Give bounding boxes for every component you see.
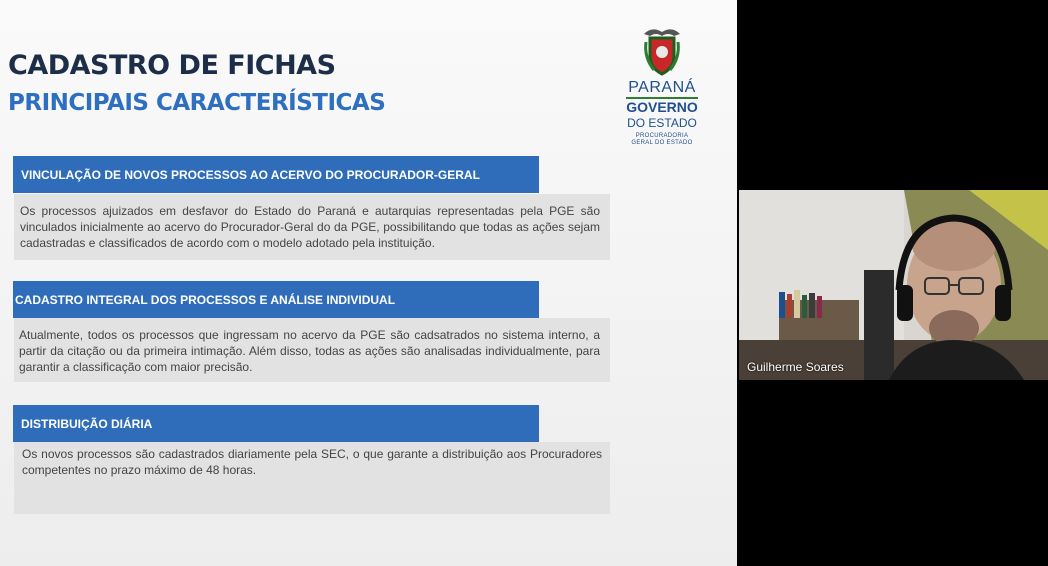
section-body-distribuicao: Os novos processos são cadastrados diariamente pela SEC, o que garante a distribuição aos Procuradores competentes no prazo máximo de 48 horas. [14,442,610,514]
participant-name-label: Guilherme Soares [747,360,844,374]
participant-video-frame [739,190,1048,380]
participant-video-tile[interactable] [739,190,1048,380]
logo-governo-text: GOVERNO [626,99,698,115]
logo-procuradoria-text-2: GERAL DO ESTADO [631,140,693,146]
logo-state-text: PARANÁ [628,79,696,96]
slide-subtitle: PRINCIPAIS CARACTERÍSTICAS [8,90,386,116]
logo-procuradoria-text: PROCURADORIA [635,133,689,139]
section-body-vinculacao: Os processos ajuizados em desfavor do Estado do Paraná e autarquias representadas pela PGE são vinculados inicialmente ao acervo do Procurador-Geral do da PGE, possibilitando que todas as ações sejam cadastradas e classificados de acordo com o modelo adotado pela instituição. [14,194,610,260]
coat-of-arms-icon [640,24,684,78]
section-body-cadastro: Atualmente, todos os processos que ingressam no acervo da PGE são cadsatrados no sistema interno, a partir da citação ou da primeira intimação. Além disso, todas as ações são analisadas individualmente, para garantir a classificação com maior precisão. [14,318,610,382]
logo-estado-text: DO ESTADO [627,116,697,130]
slide-title: CADASTRO DE FICHAS [8,50,336,81]
parana-government-logo [612,24,712,149]
section-header-cadastro: CADASTRO INTEGRAL DOS PROCESSOS E ANÁLISE INDIVIDUAL [13,281,539,318]
section-header-vinculacao: VINCULAÇÃO DE NOVOS PROCESSOS AO ACERVO DO PROCURADOR-GERAL [13,156,539,193]
section-header-distribuicao: DISTRIBUIÇÃO DIÁRIA [13,405,539,442]
